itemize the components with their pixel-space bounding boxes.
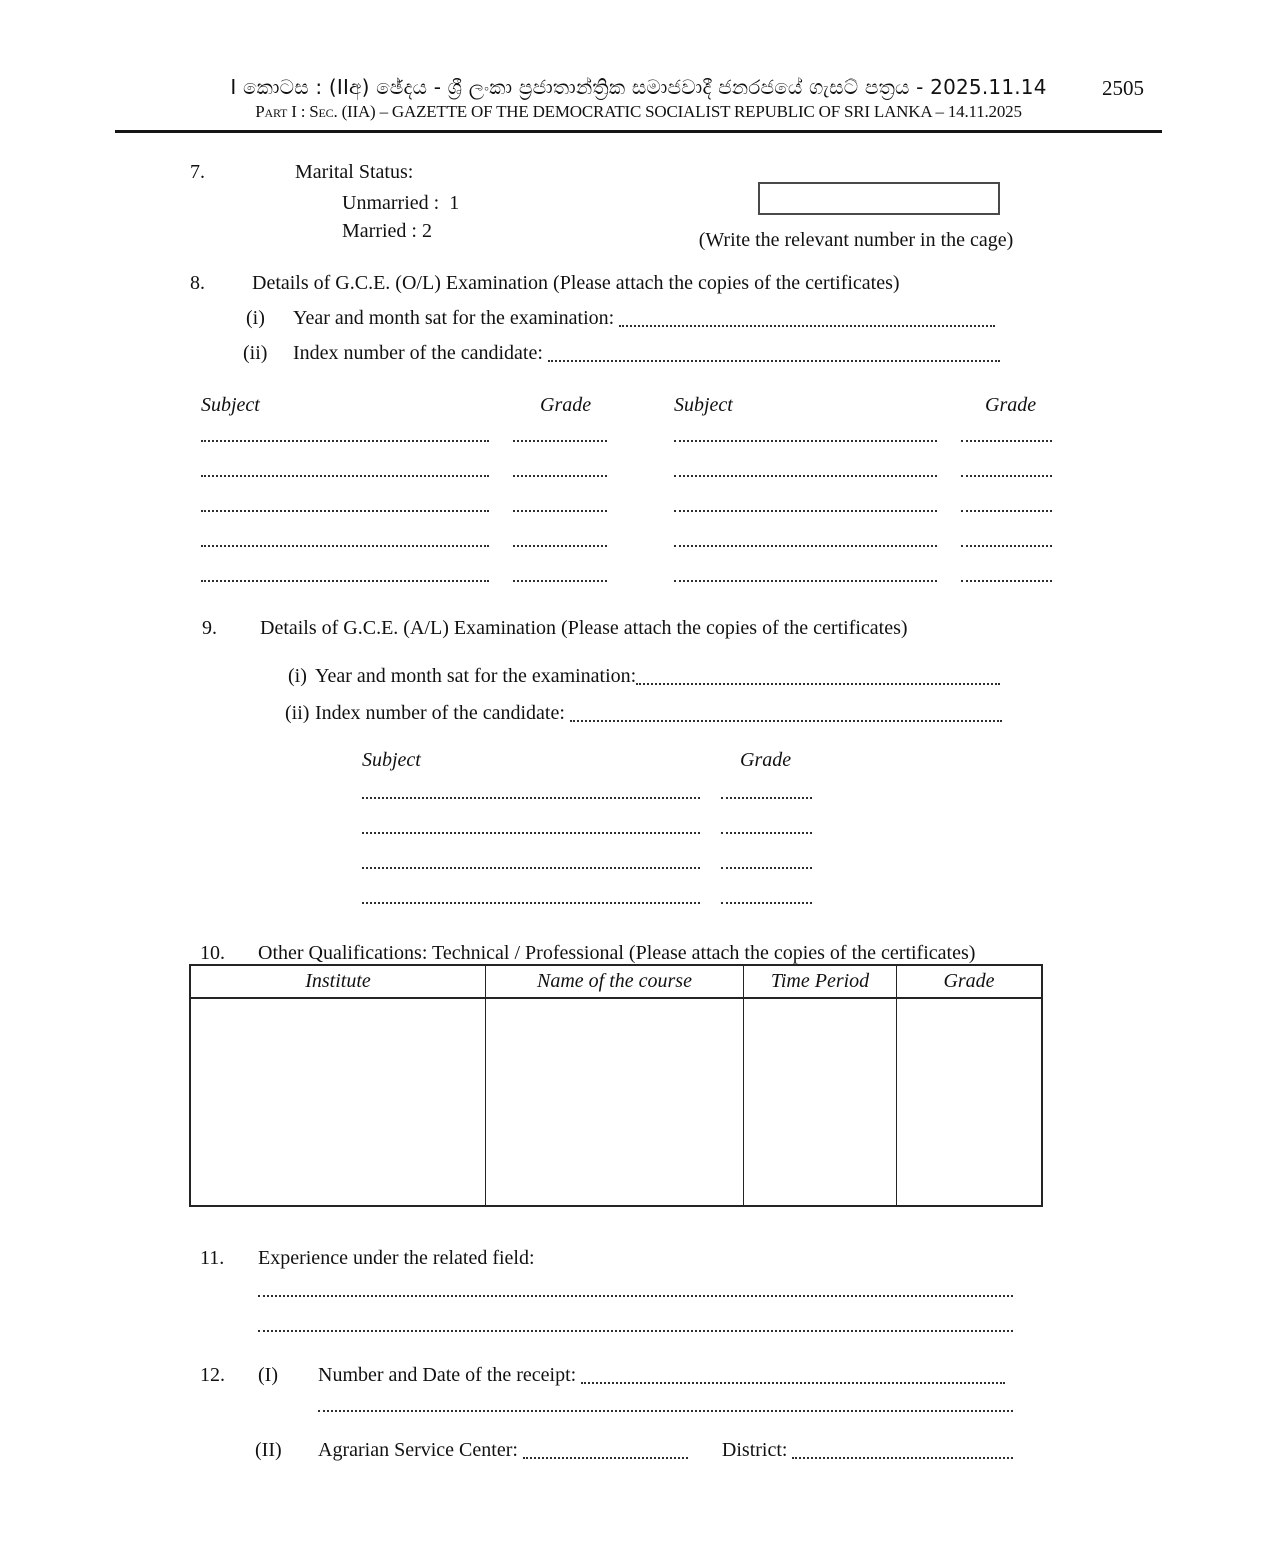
item-label-i: (i)	[288, 665, 307, 687]
agrarian-service-center-line	[255, 1438, 1013, 1463]
item-label-I: (I)	[258, 1364, 278, 1386]
dotted-fill-line	[513, 428, 607, 442]
dotted-fill-line	[513, 463, 607, 477]
ol-subject-header-right: Subject	[674, 394, 733, 416]
dotted-fill-line	[258, 1318, 1013, 1332]
dotted-fill-line	[674, 533, 937, 547]
section7-title: Marital Status:	[295, 161, 414, 183]
section11-title: Experience under the related field:	[258, 1247, 535, 1269]
dotted-fill-line	[201, 533, 489, 547]
section8-title: Details of G.C.E. (O/L) Examination (Please attach the copies of the certificates)	[252, 272, 900, 294]
marital-option-unmarried: Unmarried : 1	[342, 192, 460, 214]
dotted-fill-line	[362, 855, 700, 869]
dotted-fill-line	[548, 360, 1000, 362]
section10-number: 10.	[200, 942, 225, 964]
column-header-institute: Institute	[305, 970, 371, 992]
ol-index-number-line	[243, 341, 1000, 366]
dotted-fill-line	[581, 1382, 1005, 1384]
ol-subject-header-left: Subject	[201, 394, 260, 416]
dotted-fill-line	[513, 568, 607, 582]
section12-number: 12.	[200, 1364, 225, 1386]
qualifications-table	[189, 964, 1043, 1207]
section11-number: 11.	[200, 1247, 225, 1269]
dotted-fill-line	[961, 463, 1052, 477]
page-header	[115, 74, 1162, 133]
al-year-month-line	[288, 664, 1000, 689]
ol-year-month-label: Year and month sat for the examination:	[293, 307, 620, 329]
marital-status-cage-box	[758, 182, 1000, 215]
dotted-fill-line	[721, 855, 812, 869]
dotted-fill-line	[721, 785, 812, 799]
al-index-number-line	[285, 701, 1002, 726]
dotted-fill-line	[674, 463, 937, 477]
section9-title: Details of G.C.E. (A/L) Examination (Please attach the copies of the certificates)	[260, 617, 908, 639]
dotted-fill-line	[513, 498, 607, 512]
section8-number: 8.	[190, 272, 205, 294]
al-index-number-label: Index number of the candidate:	[315, 702, 570, 724]
dotted-fill-line	[201, 463, 489, 477]
dotted-fill-line	[201, 428, 489, 442]
receipt-number-date-label: Number and Date of the receipt:	[318, 1364, 582, 1386]
al-grade-header: Grade	[740, 749, 792, 771]
qualifications-table-body	[191, 999, 1041, 1205]
al-subject-header: Subject	[362, 749, 421, 771]
section10-title: Other Qualifications: Technical / Professional (Please attach the copies of the certificates)	[258, 942, 976, 964]
dotted-fill-line	[201, 498, 489, 512]
page-number: 2505	[1102, 76, 1144, 100]
ol-grade-header-left: Grade	[540, 394, 592, 416]
dotted-fill-line	[721, 820, 812, 834]
dotted-fill-line	[258, 1283, 1013, 1297]
cage-instruction-note: (Write the relevant number in the cage)	[698, 229, 1014, 251]
dotted-fill-line	[362, 820, 700, 834]
ol-year-month-line	[246, 306, 995, 331]
column-header-course-name: Name of the course	[485, 966, 743, 997]
item-label-i: (i)	[246, 307, 265, 329]
marital-option-married: Married : 2	[342, 220, 432, 242]
qualifications-table-header	[191, 966, 1041, 999]
dotted-fill-line	[513, 533, 607, 547]
table-cell-grade	[896, 999, 1041, 1205]
dotted-fill-line	[674, 498, 937, 512]
dotted-fill-line	[961, 498, 1052, 512]
ol-grade-header-right: Grade	[985, 394, 1037, 416]
al-year-month-label: Year and month sat for the examination:	[315, 665, 637, 687]
header-sinhala-title: I කොටස : (IIඅ) ඡේදය - ශ්‍රී ලංකා ප්‍රජාතාන්ත්‍රික සමාජවාදී ජනරජයේ ගැසට් පත්‍රය - 2025.11.14	[230, 75, 1047, 99]
dotted-fill-line	[570, 720, 1002, 722]
item-label-ii: (ii)	[285, 702, 310, 724]
item-label-II: (II)	[255, 1439, 282, 1461]
table-cell-time-period	[743, 999, 896, 1205]
item-label-ii: (ii)	[243, 342, 268, 364]
dotted-fill-line	[792, 1457, 1013, 1459]
dotted-fill-line	[201, 568, 489, 582]
district-label: District:	[721, 1439, 793, 1461]
header-english-title: Part I : Sec. (IIA) – GAZETTE OF THE DEMOCRATIC SOCIALIST REPUBLIC OF SRI LANKA – 14.11.2025	[255, 102, 1022, 121]
dotted-fill-line	[619, 325, 995, 327]
dotted-fill-line	[674, 428, 937, 442]
dotted-fill-line	[362, 890, 700, 904]
dotted-fill-line	[961, 533, 1052, 547]
dotted-fill-line	[362, 785, 700, 799]
ol-index-number-label: Index number of the candidate:	[293, 342, 548, 364]
dotted-fill-line	[523, 1457, 688, 1459]
column-header-grade: Grade	[896, 966, 1041, 997]
section7-number: 7.	[190, 161, 205, 183]
receipt-number-date-line	[258, 1363, 1005, 1388]
dotted-fill-line	[636, 683, 1000, 685]
table-cell-course-name	[485, 999, 743, 1205]
dotted-fill-line	[721, 890, 812, 904]
dotted-fill-line	[961, 428, 1052, 442]
table-cell-institute	[191, 999, 485, 1205]
dotted-fill-line	[961, 568, 1052, 582]
column-header-time-period: Time Period	[743, 966, 896, 997]
agrarian-service-center-label: Agrarian Service Center:	[318, 1439, 523, 1461]
dotted-fill-line	[674, 568, 937, 582]
dotted-fill-line	[318, 1398, 1013, 1412]
section9-number: 9.	[202, 617, 217, 639]
